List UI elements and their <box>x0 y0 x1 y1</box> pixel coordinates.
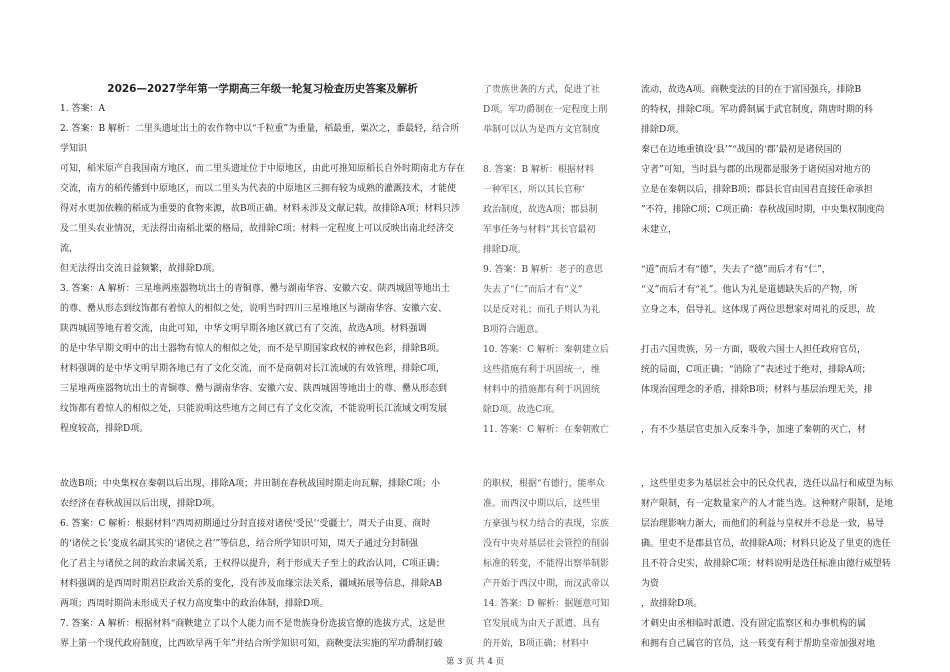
text-line <box>60 439 465 442</box>
text-line: 的是中华早期文明中的出土器物有惊人的相似之处，而不是早期国家政权的神权色彩，排除B项。 <box>60 344 445 354</box>
text-line: B项符合题意。 <box>483 325 544 335</box>
page-footer: 第 3 页 共 4 页 <box>445 657 505 667</box>
text-line: 排除D项。 <box>641 125 685 135</box>
text-line: 7. 答案：A 解析：根据材料“商鞅建立了以个人能力而不是贵族身份选拔官僚的选拔方式，这是世 <box>60 619 446 629</box>
text-line: 的‘诸侯之长’变成名副其实的‘诸侯之君’”等信息，结合所学知识可知，周天子通过分封制强 <box>60 539 419 549</box>
text-line: 层治理影响力渐大，而他们的利益与皇权并不总是一致，易导 <box>641 519 885 529</box>
text-line: 程度较高，排除D项。 <box>60 424 149 434</box>
text-line: 得对水更加依赖的稻成为重要的食物来源，故B项正确。材料未涉及文献记载，故排除A项；材料只涉 <box>60 204 461 214</box>
text-line: 10. 答案：C 解析：秦朝建立后 <box>483 345 609 355</box>
text-line: 界上第一个现代政府制度，比西欧早两千年”并结合所学知识可知，商鞅变法实施的军功爵制打破 <box>60 639 443 649</box>
text-line: 材料强调的是中华文明早期各地已有了文化交流，而不是商朝对长江流域的有效管理，排除C项， <box>60 364 445 374</box>
text-line <box>641 440 893 442</box>
text-line: 以是反对礼；而孔子则认为礼 <box>483 305 601 315</box>
text-line: 的特权，排除C项。军功爵制属于武官制度，隋唐时期的科 <box>641 105 873 115</box>
text-line: 材料中的措施都有利于巩固统 <box>483 385 601 395</box>
text-line: 体现治国理念的矛盾，排除B项；材料与基层治理无关，排 <box>641 385 873 395</box>
text-line: 11. 答案：C 解析：在秦朝败亡 <box>483 425 609 435</box>
text-line: 没有中央对基层社会管控的削弱 <box>483 539 610 549</box>
text-line: 农经济在春秋战国以后出现，排除D项。 <box>60 499 221 509</box>
text-line: 除D项。故选C项。 <box>483 405 561 415</box>
text-line: 了贵族世袭的方式，促进了社 <box>483 85 601 95</box>
text-line: 才刺史由丞相临时派遣、没有固定监察区和办事机构的属 <box>641 619 867 629</box>
text-line: “道”而后才有“德”，失去了“德”而后才有“仁”， <box>641 265 831 275</box>
column-1-top <box>60 80 465 442</box>
text-line: 政治制度，故选A项；郡县制 <box>483 205 598 215</box>
text-line: 故选B项；中央集权在秦朝以后出现，排除A项；井田制在春秋战国时期走向瓦解，排除C项；小 <box>60 479 441 489</box>
text-line: ，故排除D项。 <box>641 599 703 609</box>
text-line: 失去了“仁”而后才有“义” <box>483 285 583 295</box>
text-line: 和拥有自己属官的官员，这一转变有利于帮助皇帝加强对地 <box>641 639 876 649</box>
column-1-bottom <box>60 474 465 652</box>
text-line: 准。而西汉中期以后，这些里 <box>483 499 601 509</box>
text-line: 立身之本，倡导礼。这体现了两位思想家对周礼的反思，故 <box>641 305 876 315</box>
text-line: 8. 答案：B 解析：根据材料 <box>483 165 594 175</box>
column-2-top <box>483 80 635 442</box>
column-2-bottom <box>483 474 635 652</box>
text-line: 及二里头农业情况，无法得出南稻北粟的格局，故排除C项；材料一定程度上可以反映出南北经济交流， <box>60 224 454 254</box>
text-line: 举制可以认为是西方文官制度 <box>483 125 601 135</box>
text-line: 2. 答案：B 解析：二里头遗址出土的农作物中以“千粒重”为重量，稻最重，粟次之，黍最轻，结合所学知识 <box>60 124 460 154</box>
text-line <box>483 440 635 442</box>
text-line: 的职权，根据“有德行，能率众 <box>483 479 605 489</box>
text-line: 统的局面，C项正确；“消除了”表述过于绝对，排除A项； <box>641 365 871 375</box>
text-line: 且不符合史实，故排除C项；材料说明是选任标准由德行威望转为资 <box>641 559 891 589</box>
text-line <box>641 320 893 340</box>
text-line: 三星堆两座器物坑出土的青铜尊、罍与湖南华容、安徽六安、陕西城固等地出土的尊、罍从形态到 <box>60 384 448 394</box>
text-line: 打击六国贵族，另一方面，吸收六国士人担任政府官员， <box>641 345 867 355</box>
text-line: 排除D项。 <box>483 245 527 255</box>
text-line: 交流，南方的稻传播到中原地区，而以二里头为代表的中原地区三拥有较为成熟的灌溉技术，才能使 <box>60 184 457 194</box>
text-line: “义”而后才有“礼”。他认为礼是道德缺失后的产物，所 <box>641 285 858 295</box>
text-line: 秦已在边地重镇设‘县’”“战国的‘郡’最初是诸侯国的 <box>641 145 842 155</box>
text-line: 流动，故选A项。商鞅变法的目的在于富国强兵，排除B <box>641 85 862 95</box>
column-3-top <box>641 80 893 442</box>
text-line <box>483 140 635 160</box>
text-line <box>641 400 893 420</box>
text-line: 标准的转变，不能得出察举制影 <box>483 559 610 569</box>
text-line: 化了君主与诸侯之间的政治隶属关系，王权得以提升，利于形成天子至上的政治认同，C项正确； <box>60 559 445 569</box>
page-title: 2026—2027学年第一学期高三年级一轮复习检查历史答案及解析 <box>107 83 418 95</box>
text-line: D项。军功爵制在一定程度上削 <box>483 105 608 115</box>
text-line: 3. 答案：A 解析：三星堆两座器物坑出土的青铜尊、罍与湖南华容、安徽六安、陕西城固等地出土 <box>60 284 450 294</box>
column-3-bottom <box>641 474 893 652</box>
text-line: 的开始，B项正确；材料中 <box>483 639 589 649</box>
text-line: 守者”可知，当时县与郡的出现都是服务于诸侯国对地方的 <box>641 165 871 175</box>
text-line: 但无法得出交流日益频繁，故排除D项。 <box>60 264 221 274</box>
text-line: 方豪强与权力结合的表现，宗族 <box>483 519 610 529</box>
text-line: ”不符，排除C项；C项正确：春秋战国时期，中央集权制度尚未建立， <box>641 205 885 235</box>
text-line: 9. 答案：B 解析：老子的意思 <box>483 265 603 275</box>
text-line: ，这些里吏多为基层社会中的民众代表，选任以品行和威望为标 <box>641 479 893 489</box>
text-line: 财产限制，有一定数量家产的人才能当选。这种财产限制，是地 <box>641 499 893 509</box>
text-line: 可知，稻米原产自我国南方地区，而二里头遗址位于中原地区，由此可推知原稻长自外时期南北方存在 <box>60 164 465 174</box>
text-line: 产开始于西汉中期，而汉武帝以 <box>483 579 610 589</box>
text-line: ，有不少基层官吏加入反秦斗争，加速了秦朝的灭亡，材 <box>641 425 867 435</box>
text-line: 的尊、罍从形态到纹饰都有着惊人的相似之处，说明当时四川三星堆地区与湖南华容、安徽六安、 <box>60 304 448 314</box>
text-line: 14. 答案：D 解析：据题意可知 <box>483 599 610 609</box>
text-line <box>641 240 893 260</box>
text-line: 纹饰都有着惊人的相似之处，只能说明这些地方之间已有了文化交流，不能说明长江流域文明发展 <box>60 404 448 414</box>
text-line: 这些措施有利于巩固统一，维 <box>483 365 601 375</box>
text-line: 一种军区，所以其长官称‘ <box>483 185 585 195</box>
text-line: 立是在秦朝以后，排除B项；郡县长官由国君直接任命承担 <box>641 185 873 195</box>
text-line: 1. 答案：A <box>60 104 105 114</box>
text-line: 官发展成为由天子派遣、具有 <box>483 619 601 629</box>
text-line: 确。里吏不是郡县官员，故排除A项；材料只论及了里吏的选任 <box>641 539 891 549</box>
text-line: 两项；西周时期尚未形成天子权力高度集中的政治体制，排除D项。 <box>60 599 329 609</box>
text-line: 军事任务与材料“其长官最初 <box>483 225 596 235</box>
text-line: 6. 答案：C 解析：根据材料“西周初期通过分封直接对诸侯‘受民’‘受疆土’，周天子由夏、商时 <box>60 519 431 529</box>
text-line: 陕西城固等地有着交流，由此可知，中华文明早期各地区就已有了交流，故选A项。材料强调 <box>60 324 427 334</box>
text-line: 材料强调的是西周时期君臣政治关系的变化，没有涉及血缘宗法关系，疆域拓展等信息，排除AB <box>60 579 443 589</box>
